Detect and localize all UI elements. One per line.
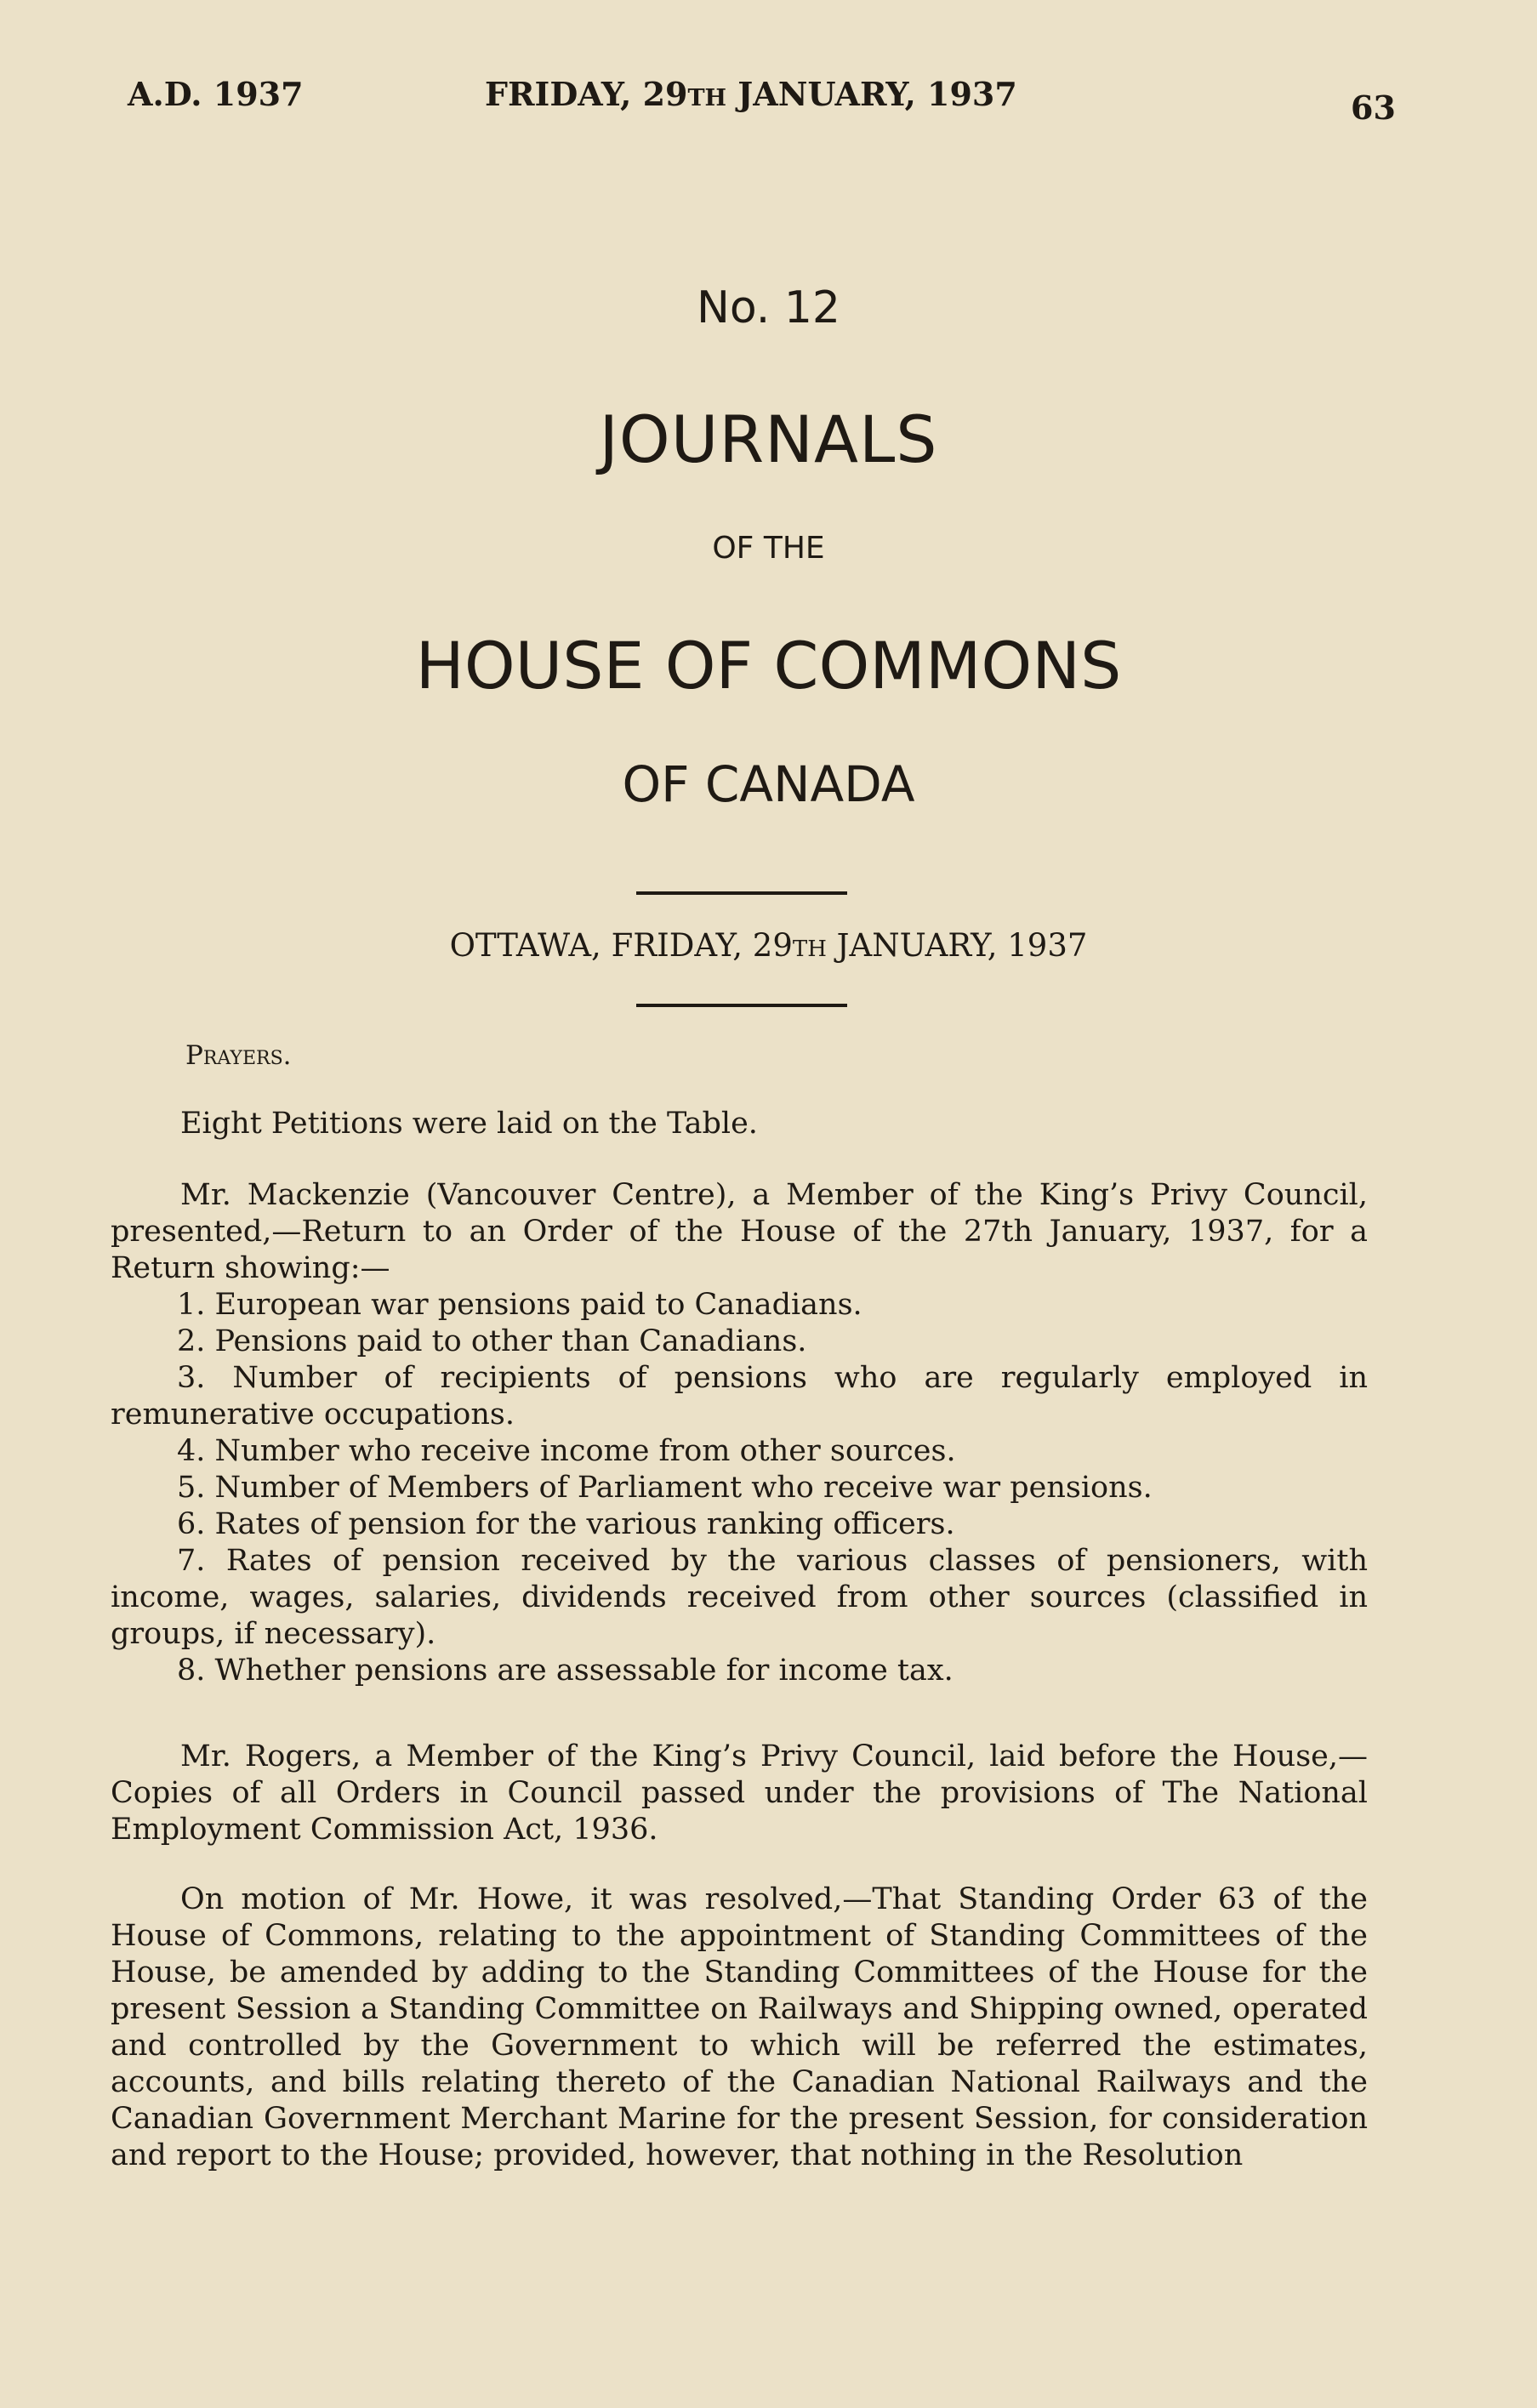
divider-rule-bottom <box>636 1004 847 1007</box>
mackenzie-intro: Mr. Mackenzie (Vancouver Centre), a Member of the King’s Privy Council, presented,—Return to an Order of the House of the 27th January, 1937, for a Return showing:— <box>111 1178 1368 1285</box>
petitions-paragraph <box>111 1106 1368 1142</box>
running-head <box>0 75 1537 126</box>
list-item: 3. Number of recipients of pensions who are regularly employed in remunerative occupations. <box>111 1361 1368 1432</box>
petitions-text: Eight Petitions were laid on the Table. <box>180 1107 758 1141</box>
list-item: 4. Number who receive income from other sources. <box>177 1434 956 1468</box>
mackenzie-return-paragraph <box>111 1177 1368 1689</box>
dateline-rest: JANUARY, 1937 <box>826 927 1088 964</box>
running-head-date-rest: JANUARY, 1937 <box>726 75 1017 113</box>
dateline-prefix: OTTAWA, FRIDAY, 29 <box>449 927 793 964</box>
issue-number: No. 12 <box>696 282 841 333</box>
masthead-house: HOUSE OF COMMONS <box>415 628 1122 703</box>
list-item: 8. Whether pensions are assessable for income tax. <box>177 1654 954 1688</box>
running-head-date-prefix: FRIDAY, 29 <box>485 75 688 113</box>
divider-rule-top <box>636 891 847 895</box>
journal-title: JOURNALS <box>599 401 938 477</box>
list-item: 2. Pensions paid to other than Canadians. <box>177 1324 807 1358</box>
list-item: 5. Number of Members of Parliament who receive war pensions. <box>177 1471 1153 1505</box>
running-head-date-suffix: th <box>687 75 727 113</box>
running-head-year: A.D. 1937 <box>128 75 304 113</box>
howe-text: On motion of Mr. Howe, it was resolved,—That Standing Order 63 of the House of Commons, relating to the appointment of Standing Committees of the House, be amended by adding to the Standing Committees of the House for the present Session a Standing Committee on Railways and Shipping owned, operated and controlled by the Government to which will be referred the estimates, accounts, and bills relating thereto of the Canadian National Railways and the Canadian Government Merchant Marine for the present Session, for consideration and report to the House; provided, however, that nothing in the Resolution <box>111 1882 1368 2172</box>
rogers-text: Mr. Rogers, a Member of the King’s Privy Council, laid before the House,—Copies of all Orders in Council passed under the provisions of The National Employment Commission Act, 1936. <box>111 1739 1368 1847</box>
howe-resolution-paragraph <box>111 1881 1368 2174</box>
sitting-dateline <box>0 927 1537 964</box>
page-number: 63 <box>1351 88 1396 127</box>
running-head-date <box>485 75 1017 113</box>
list-item: 7. Rates of pension received by the various classes of pensioners, with income, wages, salaries, dividends received from other sources (classified in groups, if necessary). <box>111 1544 1368 1651</box>
masthead-country: OF CANADA <box>622 755 915 813</box>
prayers-heading: Prayers. <box>185 1040 292 1071</box>
dateline-suffix: th <box>792 927 827 964</box>
rogers-paragraph <box>111 1739 1368 1848</box>
list-item: 6. Rates of pension for the various ranking officers. <box>177 1507 955 1541</box>
list-item: 1. European war pensions paid to Canadians. <box>177 1288 862 1322</box>
masthead-of-the: OF THE <box>712 531 825 566</box>
